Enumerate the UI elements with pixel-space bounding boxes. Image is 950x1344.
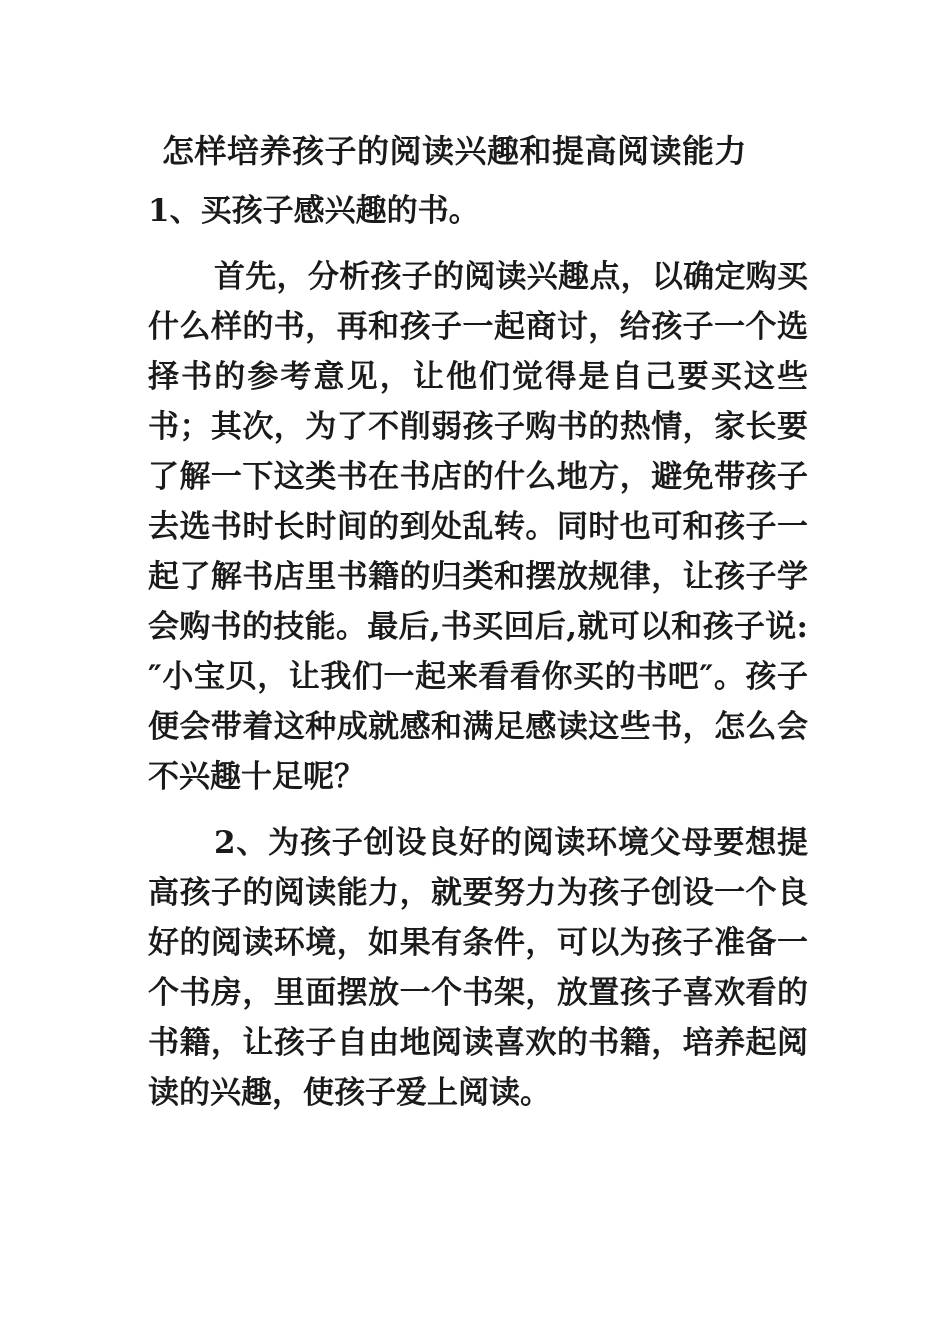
paragraph-2: 2、为孩子创设良好的阅读环境父母要想提高孩子的阅读能力，就要努力为孩子创设一个良好的阅读环境，如果有条件，可以为孩子准备一个书房，里面摆放一个书架，放置孩子喜欢看的书籍，让孩子自由地阅读喜欢的书籍，培养起阅读的兴趣，使孩子爱上阅读。 xyxy=(148,825,808,1111)
document-title: 怎样培养孩子的阅读兴趣和提高阅读能力 xyxy=(162,132,748,170)
paragraph-1: 首先，分析孩子的阅读兴趣点，以确定购买什么样的书，再和孩子一起商讨，给孩子一个选择书的参考意见，让他们觉得是自己要买这些书；其次，为了不削弱孩子购书的热情，家长要了解一下这类书在书店的什么地方，避免带孩子去选书时长时间的到处乱转。同时也可和孩子一起了解书店里书籍的归类和摆放规律，让孩子学会购书的技能。最后,书买回后,就可以和孩子说:″小宝贝，让我们一起来看看你买的书吧″。孩子便会带着这种成就感和满足感读这些书，怎么会不兴趣十足呢？ xyxy=(148,259,808,795)
document-page xyxy=(148,128,808,1118)
section-heading-1: 1、买孩子感兴趣的书。 xyxy=(148,193,480,229)
